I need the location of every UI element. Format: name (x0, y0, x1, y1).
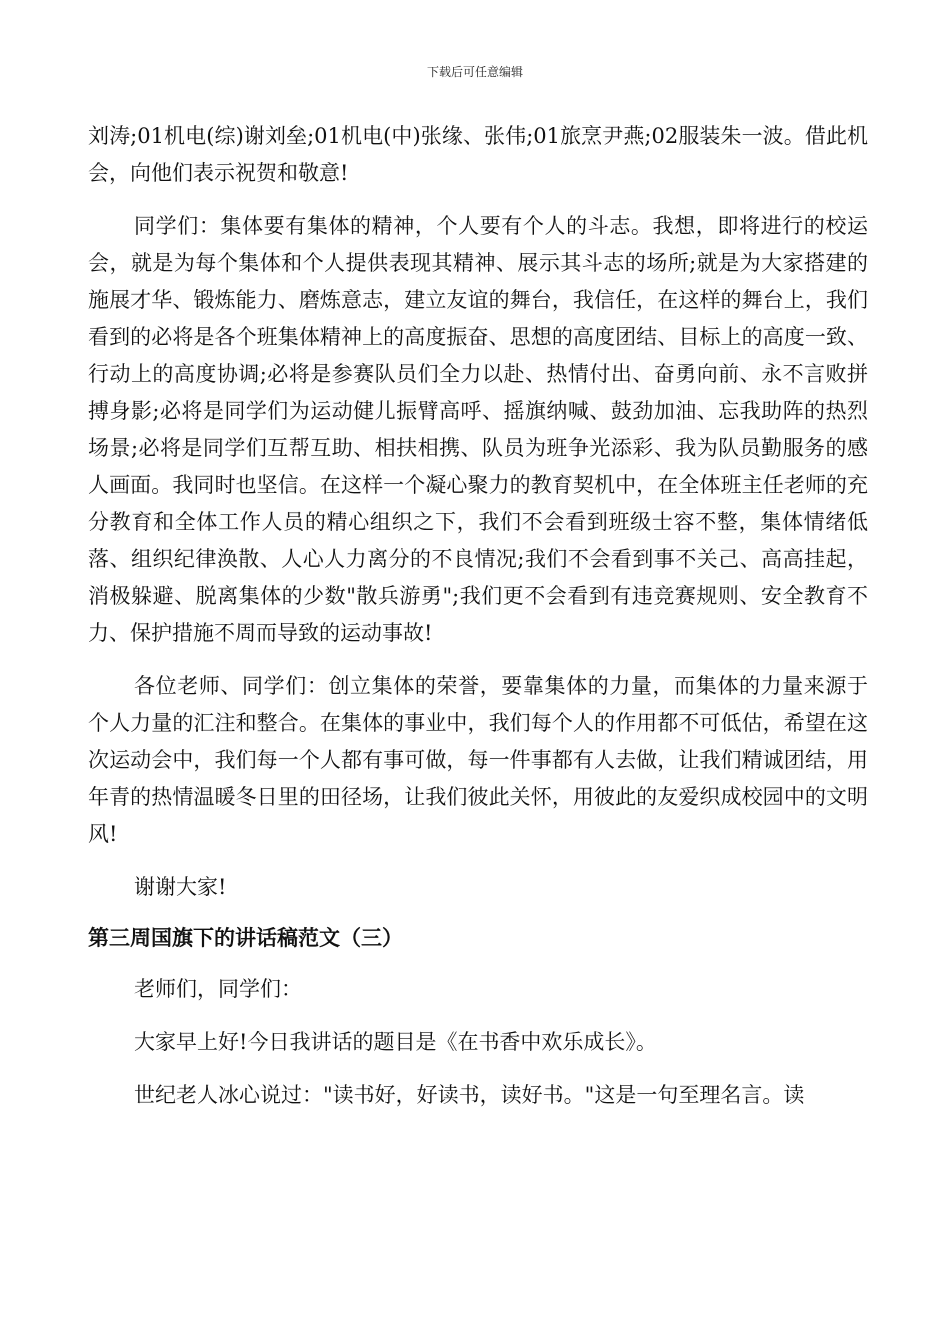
section-heading: 第三周国旗下的讲话稿范文（三） (88, 926, 403, 950)
paragraph-thanks: 谢谢大家! (134, 875, 227, 899)
page-header: 下载后可任意编辑 (426, 65, 523, 79)
paragraph-topic: 大家早上好!今日我讲话的题目是《在书香中欢乐成长》。 (134, 1030, 657, 1054)
paragraph-quote: 世纪老人冰心说过："读书好，好读书，读好书。"这是一句至理名言。读 (134, 1083, 805, 1107)
document-body (88, 118, 868, 1114)
paragraph-greeting: 老师们，同学们： (134, 977, 302, 1001)
paragraph-collective-spirit: 同学们：集体要有集体的精神，个人要有个人的斗志。我想，即将进行的校运会，就是为每个集体和个人提供表现其精神、展示其斗志的场所;就是为大家搭建的施展才华、锻炼能力、磨炼意志，建立友谊的舞台，我信任，在这样的舞台上，我们看到的必将是各个班集体精神上的高度振奋、思想的高度团结、目标上的高度一致、行动上的高度协调;必将是参赛队员们全力以赴、热情付出、奋勇向前、永不言败拼搏身影;必将是同学们为运动健儿振臂高呼、摇旗纳喊、鼓劲加油、忘我助阵的热烈场景;必将是同学们互帮互助、相扶相携、队员为班争光添彩、我为队员勤服务的感人画面。我同时也坚信。在这样一个凝心聚力的教育契机中，在全体班主任老师的充分教育和全体工作人员的精心组织之下，我们不会看到班级士容不整，集体情绪低落、组织纪律涣散、人心人力离分的不良情况;我们不会看到事不关己、高高挂起，消极躲避、脱离集体的少数"散兵游勇";我们更不会看到有违竞赛规则、安全教育不力、保护措施不周而导致的运动事故! (88, 214, 868, 645)
paragraph-award-list: 刘涛;01机电(综)谢刘垒;01机电(中)张缘、张伟;01旅烹尹燕;02服装朱一波。借此机会，向他们表示祝贺和敬意! (88, 124, 868, 185)
paragraph-collective-honor: 各位老师、同学们：创立集体的荣誉，要靠集体的力量，而集体的力量来源于个人力量的汇注和整合。在集体的事业中，我们每个人的作用都不可低估，希望在这次运动会中，我们每一个人都有事可做，每一件事都有人去做，让我们精诚团结，用年青的热情温暖冬日里的田径场，让我们彼此关怀，用彼此的友爱织成校园中的文明风! (88, 674, 868, 846)
